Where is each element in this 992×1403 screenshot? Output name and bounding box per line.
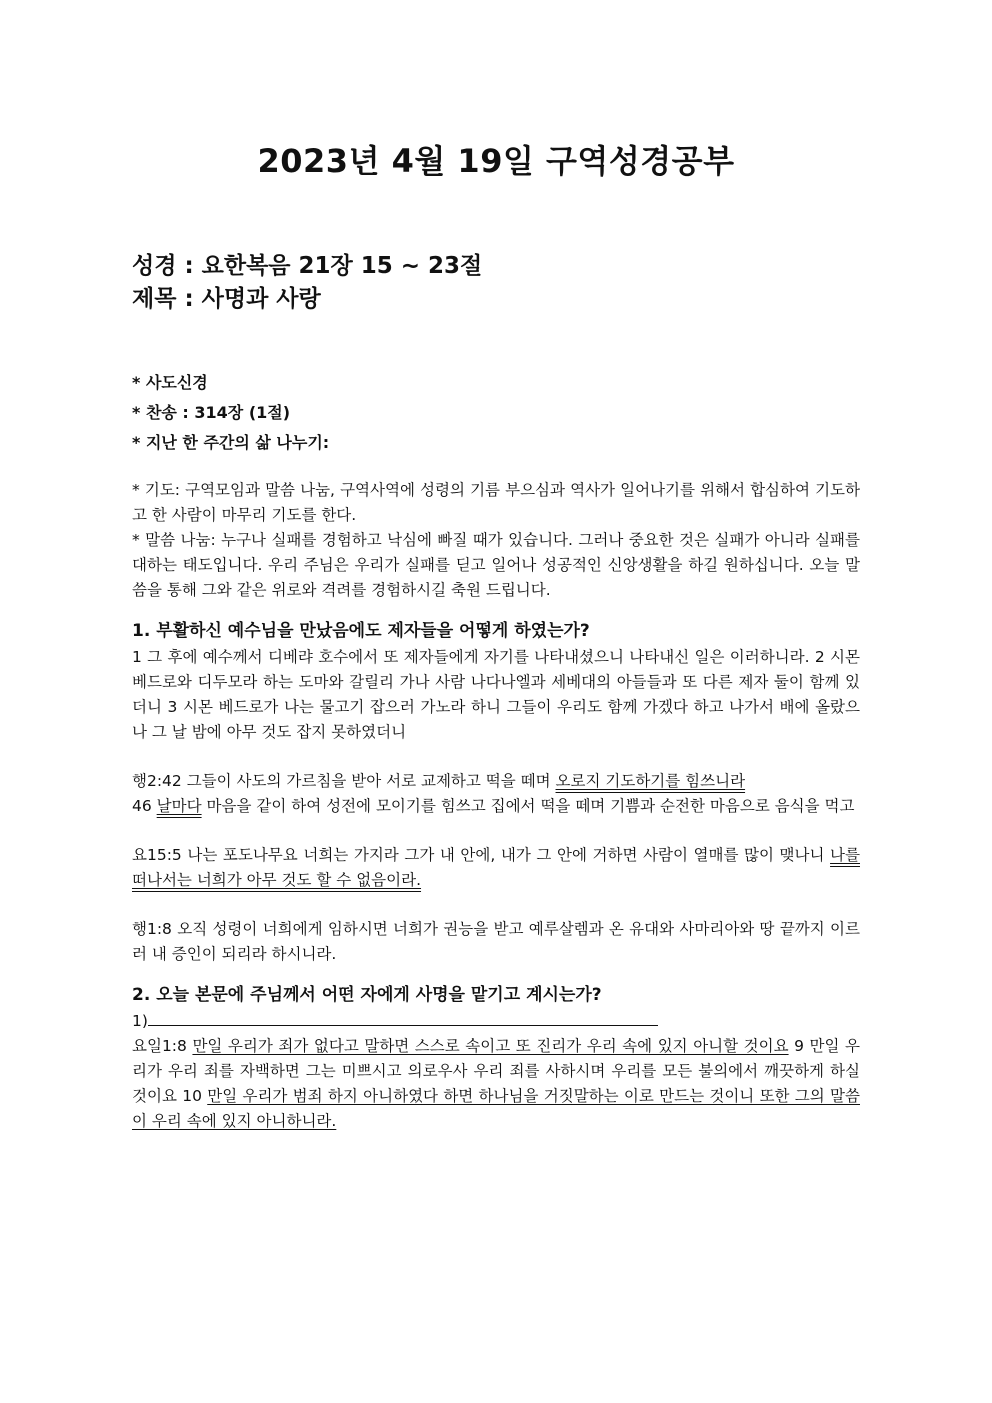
john-15-verse [132, 843, 860, 893]
question-1-passage: 1 그 후에 예수께서 디베랴 호수에서 또 제자들에게 자기를 나타내셨으니 나타내신 일은 이러하니라. 2 시몬 베드로와 디두모라 하는 도마와 갈릴리 가나 사람 나다나엘과 세베대의 아들들과 또 다른 제자 둘이 함께 있더니 3 시몬 베드로가 나는 물고기 잡으러 가노라 하니 그들이 우리도 함께 가겠다 하고 나가서 배에 올랐으나 그 날 밤에 아무 것도 잡지 못하였더니 [132, 648, 860, 741]
order-item: * 사도신경 [132, 373, 208, 392]
verse-text: 행2:42 그들이 사도의 가르침을 받아 서로 교제하고 떡을 떼며 [132, 772, 556, 790]
question-1-heading: 1. 부활하신 예수님을 만났음에도 제자들을 어떻게 하였는가? [132, 621, 590, 641]
sermon-subject: 제목 : 사명과 사랑 [132, 286, 321, 312]
verse-emphasis: 오로지 기도하기를 힘쓰니라 [555, 772, 746, 790]
verse-emphasis: 나를 떠나서는 너희가 아무 것도 할 수 없음이라. [132, 846, 860, 889]
order-item: * 찬송 : 314장 (1절) [132, 403, 291, 422]
sharing-intro: * 말씀 나눔: 누구나 실패를 경험하고 낙심에 빠질 때가 있습니다. 그러나 중요한 것은 실패가 아니라 실패를 대하는 태도입니다. 우리 주님은 우리가 실패를 딛고 일어나 성공적인 신앙생활을 하길 원하십니다. 오늘 말씀을 통해 그와 같은 위로와 격려를 경험하시길 축원 드립니다. [132, 531, 860, 599]
answer-label: 1) [132, 1012, 148, 1030]
verse-text: 46 [132, 797, 157, 815]
verse-emphasis: 날마다 [156, 797, 202, 815]
answer-blank[interactable] [148, 1009, 658, 1026]
verse-emphasis: 만일 우리가 죄가 없다고 말하면 스스로 속이고 또 진리가 우리 속에 있지 아니할 것이요 [192, 1037, 789, 1055]
order-item: * 지난 한 주간의 삶 나누기: [132, 433, 330, 452]
acts-1-verse: 행1:8 오직 성령이 너희에게 임하시면 너희가 권능을 받고 예루살렘과 온 유대와 사마리아와 땅 끝까지 이르러 내 증인이 되리라 하시니라. [132, 920, 860, 963]
study-content [132, 478, 860, 1134]
question-2-heading: 2. 오늘 본문에 주님께서 어떤 자에게 사명을 맡기고 계시는가? [132, 985, 602, 1005]
document-title: 2023년 4월 19일 구역성경공부 [257, 142, 735, 180]
scripture-reference: 성경 : 요한복음 21장 15 ~ 23절 [132, 253, 483, 279]
verse-text: 9 만일 우리가 우리 죄를 자백하면 그는 미쁘시고 의로우사 우리 죄를 사하시며 우리를 모든 불의에서 깨끗하게 하실 것이요 10 [132, 1037, 860, 1105]
study-meta [132, 250, 482, 316]
verse-text: 요일1:8 [132, 1037, 193, 1055]
prayer-guide: * 기도: 구역모임과 말씀 나눔, 구역사역에 성령의 기름 부으심과 역사가 일어나기를 위해서 합심하여 기도하고 한 사람이 마무리 기도를 한다. [132, 481, 860, 524]
verse-emphasis: 만일 우리가 범죄 하지 아니하였다 하면 하나님을 거짓말하는 이로 만드는 것이니 또한 그의 말씀이 우리 속에 있지 아니하니라. [132, 1087, 860, 1130]
acts-2-verse [132, 769, 860, 819]
verse-text: 마음을 같이 하여 성전에 모이기를 힘쓰고 집에서 떡을 떼며 기쁨과 순전한 마음으로 음식을 먹고 [201, 797, 855, 815]
answer-line [132, 1009, 860, 1034]
verse-text: 요15:5 나는 포도나무요 너희는 가지라 그가 내 안에, 내가 그 안에 거하면 사람이 열매를 많이 맺나니 [132, 846, 831, 864]
1-john-verse [132, 1034, 860, 1134]
order-list [132, 368, 329, 458]
